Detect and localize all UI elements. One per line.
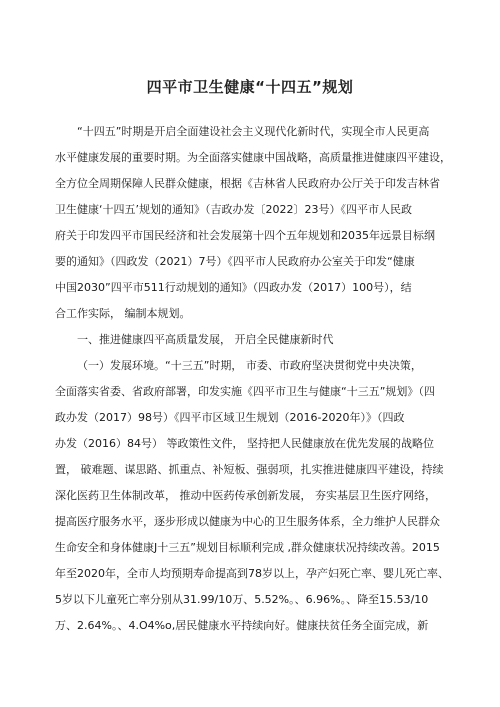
paragraph-line: 合工作实际， 编制本规划。 [55,307,191,320]
paragraph-line: “十四五”时期是开启全面建设社会主义现代化新时代，实现全市人民更高 [77,125,430,138]
paragraph-line: 深化医药卫生体制改革， 推动中医药传承创新发展， 夯实基层卫生医疗网络， [55,489,436,502]
paragraph-line: 办发（2016）84号） 等政策性文件， 坚持把人民健康放在优先发展的战略位 [55,437,434,450]
paragraph-line: 一、推进健康四平高质量发展， 开启全民健康新时代 [77,333,334,346]
paragraph-line: 生命安全和身体健康J十三五”规划目标顺利完成 ,群众健康状况持续改善。2015 [55,541,440,554]
paragraph-line: 置， 破难题、谋思路、抓重点、补短板、强弱项，扎实推进健康四平建设，持续 [55,463,444,476]
paragraph-line: 年至2020年，全市人均预期寿命提高到78岁以上，孕产妇死亡率、婴儿死亡率、 [55,567,449,580]
document-body [55,119,455,639]
paragraph-line: 卫生健康‘十四五’规划的通知》（吉政办发〔2022〕23号）《四平市人民政 [55,203,412,216]
document-title: 四平市卫生健康“十四五”规划 [146,78,354,96]
paragraph-line: 万、2.64%。、4.O4%o,居民健康水平持续向好。健康扶贫任务全面完成，新 [55,619,429,632]
paragraph-line: 提高医疗服务水平，逐步形成以健康为中心的卫生服务体系，全力维护人民群众 [55,515,440,528]
paragraph-line: 水平健康发展的重要时期。为全面落实健康中国战略，高质量推进健康四平建设， [55,151,451,164]
paragraph-line: 全方位全周期保障人民群众健康，根据《吉林省人民政府办公厅关于印发吉林省 [55,177,440,190]
paragraph-line: （一）发展环境。“十三五”时期， 市委、市政府坚决贯彻党中央决策， [77,359,422,372]
paragraph-line: 府关于印发四平市国民经济和社会发展第十四个五年规划和2035年远景目标纲 [55,229,435,242]
paragraph-line: 5岁以下儿童死亡率分别从31.99/10万、5.52%。、6.96%。、降至15.53/10 [55,593,429,606]
paragraph-line: 政办发（2017）98号）《四平市区域卫生规划（2016-2020年）》（四政 [55,411,405,424]
paragraph-line: 中国2030”四平市511行动规划的通知》（四政办发（2017）100号），结 [55,281,412,294]
paragraph-line: 全面落实省委、省政府部署，印发实施《四平市卫生与健康“十三五”规划》（四 [55,385,435,398]
paragraph-line: 要的通知》（四政发（2021）7号）《四平市人民政府办公室关于印发“健康 [55,255,415,268]
